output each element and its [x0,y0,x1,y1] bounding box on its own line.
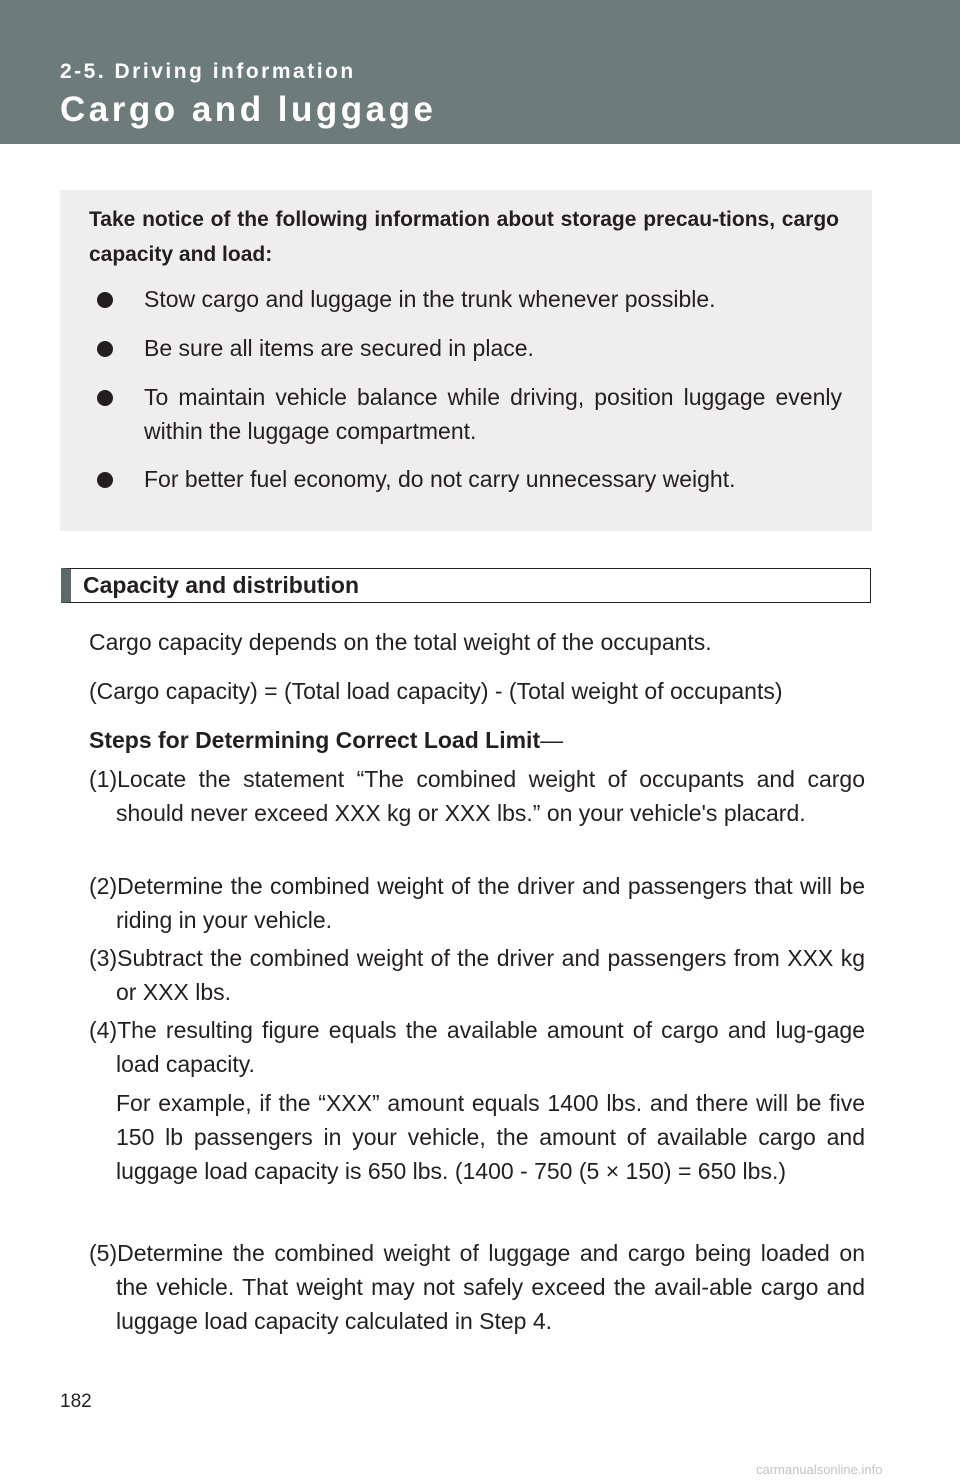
example-paragraph: For example, if the “XXX” amount equals 1400 lbs. and there will be five 150 lb passengers in your vehicle, the amount of available cargo and luggage load capacity is 650 lbs. (1400 - 750 (5 × 150) = 650 lbs.) [116,1090,865,1184]
step-item: (1)Locate the statement “The combined weight of occupants and cargo should never exceed XXX kg or XXX lbs.” on your vehicle's placard. [89,766,865,826]
notice-bullet [97,462,842,496]
watermark: carmanualsonline.info [756,1462,883,1477]
page-header [0,0,960,144]
notice-bullet [97,282,842,316]
step-item: (2)Determine the combined weight of the driver and passengers that will be riding in your vehicle. [89,873,865,933]
section-label: 2-5. Driving information [60,60,356,83]
steps-heading-dash: — [540,727,564,753]
step-item: (3)Subtract the combined weight of the driver and passengers from XXX kg or XXX lbs. [89,945,865,1005]
bullet-dot-icon [97,472,113,488]
steps-heading-text: Steps for Determining Correct Load Limit [89,727,541,753]
steps-heading [89,723,865,757]
section-heading [61,568,871,603]
bullet-text: For better fuel economy, do not carry unnecessary weight. [144,466,736,492]
bullet-text: Stow cargo and luggage in the trunk whenever possible. [144,286,716,312]
section-heading-text: Capacity and distribution [83,572,360,598]
formula-paragraph: (Cargo capacity) = (Total load capacity) - (Total weight of occupants) [89,678,783,704]
notice-intro: Take notice of the following information about storage precau-tions, cargo capacity and load: [89,208,839,266]
page-number: 182 [60,1391,92,1412]
bullet-dot-icon [97,390,113,406]
step-item: (5)Determine the combined weight of luggage and cargo being loaded on the vehicle. That weight may not safely exceed the avail-able cargo and luggage load capacity calculated in Step 4. [89,1240,865,1334]
bullet-dot-icon [97,292,113,308]
page-title: Cargo and luggage [60,90,437,129]
step-item: (4)The resulting figure equals the available amount of cargo and lug-gage load capacity. [89,1017,865,1077]
bullet-dot-icon [97,341,113,357]
notice-bullet [97,331,842,365]
bullet-text: To maintain vehicle balance while driving, position luggage evenly within the luggage compartment. [144,384,842,444]
paragraph: Cargo capacity depends on the total weight of the occupants. [89,629,712,655]
bullet-text: Be sure all items are secured in place. [144,335,534,361]
notice-bullet [97,380,842,448]
